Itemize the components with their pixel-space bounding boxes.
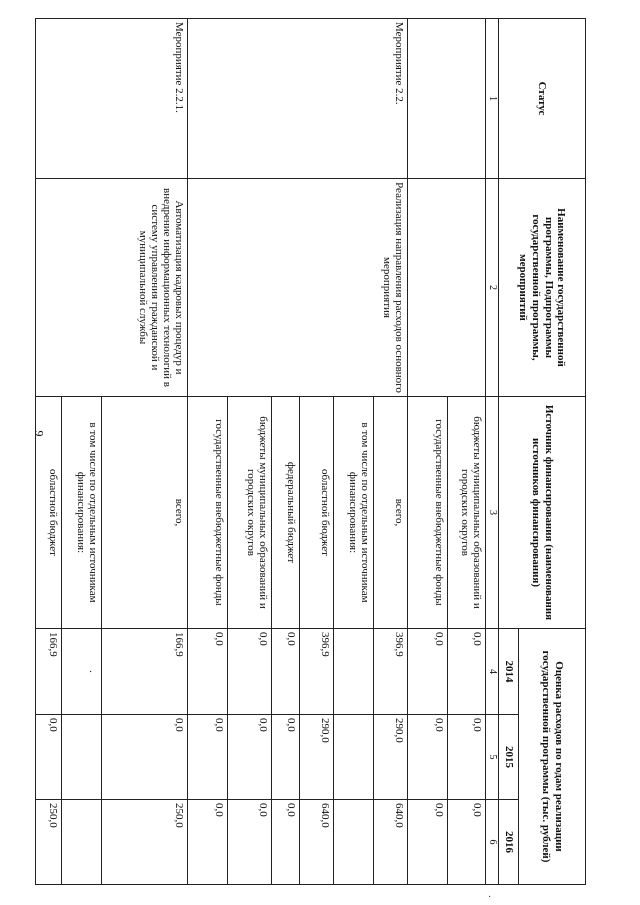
- name-cell: [62, 179, 102, 397]
- value-2016-cell: 640,0: [374, 800, 408, 885]
- name-cell: [36, 179, 62, 397]
- page-number: 9: [32, 430, 47, 437]
- status-cell: Мероприятие 2.2.: [374, 19, 408, 179]
- value-2016-cell: 0,0: [188, 800, 228, 885]
- value-2015-cell: 0,0: [272, 715, 300, 800]
- name-cell: [188, 179, 228, 397]
- value-2014-cell: 396,9: [300, 629, 334, 715]
- value-2015-cell: 0,0: [408, 715, 448, 800]
- table-row: [374, 19, 408, 885]
- table-row: [62, 19, 102, 885]
- value-2014-cell: .: [62, 629, 102, 715]
- value-2016-cell: [334, 800, 374, 885]
- status-cell: [188, 19, 228, 179]
- status-cell: [334, 19, 374, 179]
- value-2014-cell: 0,0: [228, 629, 272, 715]
- header-status: Статус: [499, 19, 586, 179]
- value-2015-cell: 0,0: [36, 715, 62, 800]
- status-cell: [36, 19, 62, 179]
- name-cell: Автоматизация кадровых процедур и внедрение информационных технологий в систему управления гражданской и муниципальной службы: [102, 179, 188, 397]
- value-2015-cell: [62, 715, 102, 800]
- status-cell: [448, 19, 486, 179]
- value-2014-cell: 0,0: [448, 629, 486, 715]
- footer-mark: ·: [488, 892, 492, 903]
- source-cell: бюджеты муниципальных образований и городских округов: [228, 397, 272, 629]
- col-number: 1: [486, 19, 499, 179]
- header-name: Наименование государственной программы, Подпрограммы государственной программы, мероприятий: [499, 179, 586, 397]
- value-2014-cell: 166,9: [102, 629, 188, 715]
- header-year-2014: 2014: [499, 629, 519, 715]
- status-cell: Мероприятие 2.2.1.: [102, 19, 188, 179]
- status-cell: [408, 19, 448, 179]
- value-2015-cell: 0,0: [448, 715, 486, 800]
- table-row: [36, 19, 62, 885]
- status-cell: [62, 19, 102, 179]
- table-row: [448, 19, 486, 885]
- value-2014-cell: 166,9: [36, 629, 62, 715]
- value-2015-cell: 0,0: [228, 715, 272, 800]
- value-2014-cell: 396,9: [374, 629, 408, 715]
- name-cell: Реализация направления расходов основного мероприятия: [374, 179, 408, 397]
- value-2015-cell: 0,0: [102, 715, 188, 800]
- name-cell: [448, 179, 486, 397]
- source-cell: государственные внебюджетные фонды: [408, 397, 448, 629]
- value-2015-cell: 0,0: [188, 715, 228, 800]
- table-row: [228, 19, 272, 885]
- value-2014-cell: 0,0: [272, 629, 300, 715]
- name-cell: [300, 179, 334, 397]
- value-2015-cell: [334, 715, 374, 800]
- source-cell: в том числе по отдельным источникам финансирования:: [334, 397, 374, 629]
- value-2014-cell: [334, 629, 374, 715]
- financing-table: [36, 18, 587, 885]
- column-number-row: [486, 19, 499, 885]
- source-cell: в том числе по отдельным источникам финансирования:: [62, 397, 102, 629]
- table-row: [272, 19, 300, 885]
- col-number: 3: [486, 397, 499, 629]
- status-cell: [228, 19, 272, 179]
- header-row-1: [519, 19, 586, 885]
- source-cell: федеральный бюджет: [272, 397, 300, 629]
- value-2014-cell: 0,0: [408, 629, 448, 715]
- name-cell: [408, 179, 448, 397]
- col-number: 6: [486, 800, 499, 885]
- header-estimate: Оценка расходов по годам реализации государственной программы (тыс. рублей): [519, 629, 586, 885]
- table-row: [188, 19, 228, 885]
- value-2015-cell: 290,0: [374, 715, 408, 800]
- header-source: Источник финансирования (наименования источников финансирования): [499, 397, 586, 629]
- name-cell: [334, 179, 374, 397]
- value-2016-cell: [62, 800, 102, 885]
- status-cell: [300, 19, 334, 179]
- value-2016-cell: 250,0: [102, 800, 188, 885]
- header-year-2016: 2016: [499, 800, 519, 885]
- value-2016-cell: 0,0: [408, 800, 448, 885]
- header-year-2015: 2015: [499, 715, 519, 800]
- source-cell: всего,: [374, 397, 408, 629]
- value-2016-cell: 250,0: [36, 800, 62, 885]
- name-cell: [272, 179, 300, 397]
- value-2016-cell: 640,0: [300, 800, 334, 885]
- table-row: [300, 19, 334, 885]
- source-cell: всего,: [102, 397, 188, 629]
- value-2016-cell: 0,0: [448, 800, 486, 885]
- col-number: 4: [486, 629, 499, 715]
- source-cell: областной бюджет: [36, 397, 62, 629]
- value-2015-cell: 290,0: [300, 715, 334, 800]
- value-2016-cell: 0,0: [272, 800, 300, 885]
- value-2014-cell: 0,0: [188, 629, 228, 715]
- col-number: 5: [486, 715, 499, 800]
- name-cell: [228, 179, 272, 397]
- table-row: [408, 19, 448, 885]
- status-cell: [272, 19, 300, 179]
- col-number: 2: [486, 179, 499, 397]
- rotated-page: [47, 18, 586, 884]
- value-2016-cell: 0,0: [228, 800, 272, 885]
- table-row: [334, 19, 374, 885]
- table-row: [102, 19, 188, 885]
- source-cell: бюджеты муниципальных образований и городских округов: [448, 397, 486, 629]
- source-cell: областной бюджет: [300, 397, 334, 629]
- source-cell: государственные внебюджетные фонды: [188, 397, 228, 629]
